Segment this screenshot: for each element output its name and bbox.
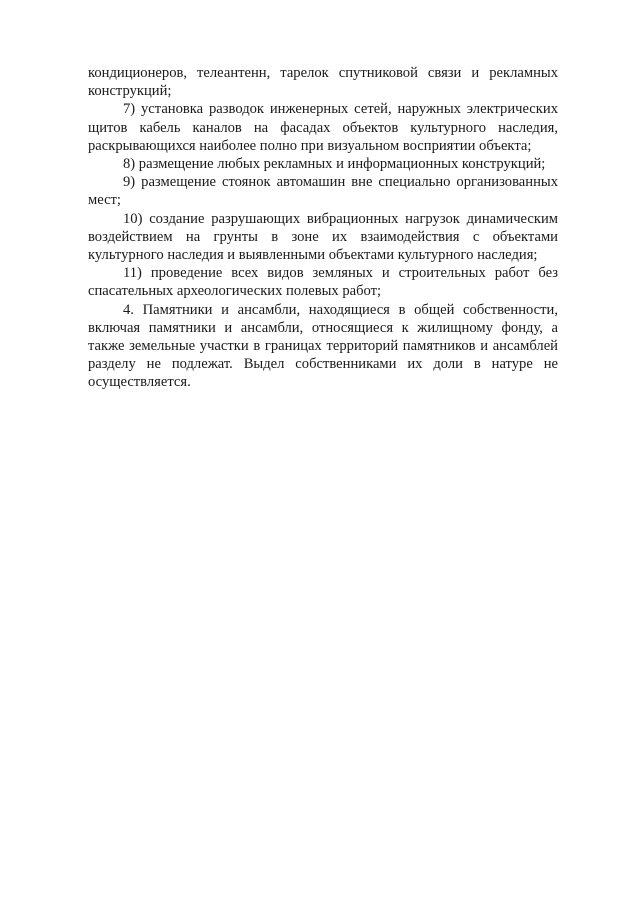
paragraph-continuation: кондиционеров, телеантенн, тарелок спутниковой связи и рекламных конструкций; — [88, 65, 558, 100]
document-page — [88, 64, 558, 392]
paragraph-item-11: 11) проведение всех видов земляных и строительных работ без спасательных археологических полевых работ; — [88, 265, 558, 300]
paragraph-item-8: 8) размещение любых рекламных и информационных конструкций; — [123, 156, 546, 173]
paragraph-item-9: 9) размещение стоянок автомашин вне специально организованных мест; — [88, 174, 558, 209]
paragraph-item-10: 10) создание разрушающих вибрационных нагрузок динамическим воздействием на грунты в зоне их взаимодействия с объектами культурного наследия и выявленными объектами культурного наследия; — [88, 210, 558, 264]
paragraph-item-7: 7) установка разводок инженерных сетей, наружных электрических щитов кабель каналов на фасадах объектов культурного наследия, раскрывающихся наиболее полно при визуальном восприятии объекта; — [88, 101, 558, 154]
paragraph-section-4: 4. Памятники и ансамбли, находящиеся в общей собственности, включая памятники и ансамбли, относящиеся к жилищному фонду, а также земельные участки в границах территорий памятников и ансамблей разделу не подлежат. Выдел собственниками их доли в натуре не осуществляется. — [88, 301, 558, 391]
